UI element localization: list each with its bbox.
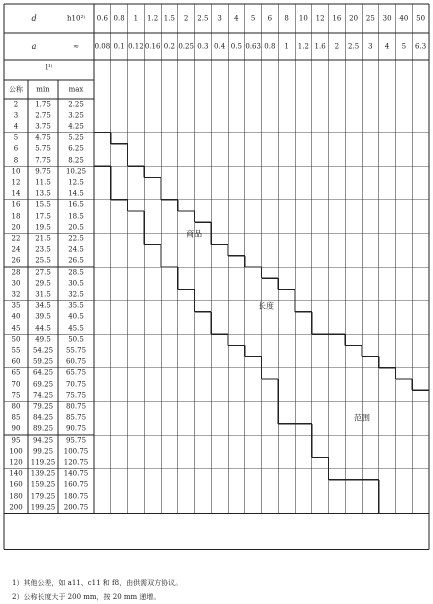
max-length: 4.25 xyxy=(68,122,84,131)
nominal-length: 5 xyxy=(13,133,19,142)
diameter-value: 1.5 xyxy=(163,14,175,22)
a-value: 5 xyxy=(401,42,407,50)
min-length: 64.25 xyxy=(32,368,54,377)
min-length: 54.25 xyxy=(32,346,54,355)
max-length: 85.75 xyxy=(65,413,87,422)
a-value: 0.25 xyxy=(178,42,194,50)
max-length: 95.75 xyxy=(65,436,87,445)
a-value: 0.08 xyxy=(94,42,111,50)
min-length: 29.5 xyxy=(35,279,51,288)
min-length: 15.5 xyxy=(35,200,51,209)
max-length: 45.5 xyxy=(68,324,84,333)
nominal-length: 12 xyxy=(11,178,21,187)
diameter-value: 6 xyxy=(267,14,273,22)
max-length: 22.5 xyxy=(68,234,84,243)
diameter-value: 3 xyxy=(217,14,222,22)
min-length: 49.5 xyxy=(35,335,51,344)
min-length: 19.5 xyxy=(35,223,51,232)
a-value: 0.2 xyxy=(163,42,175,50)
max-length: 5.25 xyxy=(68,133,84,142)
nominal-length: 28 xyxy=(11,268,21,277)
min-length: 179.25 xyxy=(30,492,56,501)
a-value: 2 xyxy=(334,42,340,50)
nominal-length: 60 xyxy=(11,357,21,366)
max-length: 80.75 xyxy=(65,402,87,411)
min-length: 59.25 xyxy=(32,357,54,366)
nominal-length: 26 xyxy=(11,256,21,265)
min-length: 23.5 xyxy=(35,245,51,254)
max-length: 12.5 xyxy=(68,178,84,187)
footnote-2: 2）公称长度大于 200 mm，按 20 mm 递增。 xyxy=(12,593,161,601)
a-value: 0.12 xyxy=(128,42,144,50)
min-length: 139.25 xyxy=(30,469,56,478)
nominal-length: 30 xyxy=(11,279,21,288)
min-length: 31.5 xyxy=(35,290,51,299)
max-length: 50.5 xyxy=(68,335,84,344)
min-length: 11.5 xyxy=(35,178,51,187)
min-length: 39.5 xyxy=(35,312,51,321)
min-length: 99.25 xyxy=(32,447,54,456)
d-tolerance-label: h10²⁾ xyxy=(67,14,85,22)
min-length: 74.25 xyxy=(32,391,54,400)
max-length: 200.75 xyxy=(63,503,89,512)
max-length: 60.75 xyxy=(65,357,87,366)
nominal-length: 80 xyxy=(11,402,21,411)
range-label-first: 商品 xyxy=(186,229,202,239)
min-length: 79.25 xyxy=(32,402,54,411)
a-approx-symbol: ≈ xyxy=(73,42,79,50)
nominal-length: 35 xyxy=(11,301,21,310)
diameter-value: 16 xyxy=(332,14,342,22)
max-length: 55.75 xyxy=(65,346,87,355)
min-length: 119.25 xyxy=(30,458,56,467)
diameter-value: 8 xyxy=(284,14,289,22)
max-length: 30.5 xyxy=(68,279,84,288)
a-value: 0.8 xyxy=(264,42,276,50)
diameter-value: 2 xyxy=(183,14,189,22)
min-length: 21.5 xyxy=(35,234,51,243)
min-length: 94.25 xyxy=(32,436,54,445)
min-length: 17.5 xyxy=(35,212,51,221)
max-length: 24.5 xyxy=(68,245,84,254)
nominal-length: 120 xyxy=(9,458,23,467)
range-label-second: 长度 xyxy=(258,301,274,311)
diameter-value: 50 xyxy=(416,14,426,22)
a-value: 2.5 xyxy=(348,42,360,50)
nominal-length: 140 xyxy=(9,469,23,478)
diameter-value: 40 xyxy=(399,14,409,22)
a-value: 1 xyxy=(284,42,289,50)
min-length: 2.75 xyxy=(35,111,51,120)
nominal-length: 100 xyxy=(9,447,23,456)
nominal-length: 75 xyxy=(11,391,21,400)
a-value: 0.16 xyxy=(144,42,161,50)
min-length: 199.25 xyxy=(30,503,56,512)
diameter-value: 4 xyxy=(234,14,239,22)
col-nominal-header: 公称 xyxy=(9,85,23,93)
nominal-length: 14 xyxy=(11,189,21,198)
min-length: 69.25 xyxy=(32,380,54,389)
diameter-value: 25 xyxy=(365,14,375,22)
min-length: 44.5 xyxy=(35,324,51,333)
max-length: 65.75 xyxy=(65,368,87,377)
min-length: 27.5 xyxy=(35,268,51,277)
max-length: 14.5 xyxy=(68,189,84,198)
max-length: 26.5 xyxy=(68,256,84,265)
diameter-value: 30 xyxy=(382,14,392,22)
nominal-length: 50 xyxy=(11,335,21,344)
nominal-length: 32 xyxy=(11,290,21,299)
nominal-length: 22 xyxy=(11,234,21,243)
a-value: 4 xyxy=(384,42,390,50)
max-length: 28.5 xyxy=(68,268,84,277)
diameter-value: 12 xyxy=(315,14,325,22)
max-length: 75.75 xyxy=(65,391,87,400)
max-length: 32.5 xyxy=(68,290,84,299)
nominal-length: 160 xyxy=(9,480,23,489)
min-length: 159.25 xyxy=(30,480,56,489)
a-value: 6.3 xyxy=(415,42,427,50)
max-length: 3.25 xyxy=(68,111,84,120)
max-length: 8.25 xyxy=(68,156,84,165)
nominal-length: 65 xyxy=(11,368,21,377)
nominal-length: 16 xyxy=(11,200,21,209)
a-value: 0.1 xyxy=(113,42,125,50)
diameter-value: 5 xyxy=(250,14,256,22)
min-length: 5.75 xyxy=(35,144,51,153)
max-length: 70.75 xyxy=(65,380,87,389)
diameter-value: 0.8 xyxy=(113,14,125,22)
max-length: 10.25 xyxy=(65,167,87,176)
nominal-length: 4 xyxy=(13,122,19,131)
col-max-header: max xyxy=(68,85,84,93)
min-length: 84.25 xyxy=(32,413,54,422)
nominal-length: 40 xyxy=(11,312,21,321)
nominal-length: 90 xyxy=(11,424,21,433)
nominal-length: 85 xyxy=(11,413,21,422)
diameter-value: 1.2 xyxy=(147,14,159,22)
diameter-value: 2.5 xyxy=(197,14,209,22)
min-length: 34.5 xyxy=(35,301,51,310)
diameter-value: 20 xyxy=(349,14,359,22)
nominal-length: 95 xyxy=(11,436,21,445)
nominal-length: 20 xyxy=(11,223,21,232)
nominal-length: 45 xyxy=(11,324,21,333)
nominal-length: 8 xyxy=(13,156,19,165)
max-length: 20.5 xyxy=(68,223,84,232)
nominal-length: 200 xyxy=(9,503,23,512)
max-length: 140.75 xyxy=(63,469,89,478)
max-length: 120.75 xyxy=(63,458,89,467)
min-length: 9.75 xyxy=(35,167,51,176)
diameter-value: 1 xyxy=(133,14,139,22)
min-length: 7.75 xyxy=(35,156,51,165)
max-length: 16.5 xyxy=(68,200,84,209)
nominal-length: 24 xyxy=(11,245,21,254)
min-length: 25.5 xyxy=(35,256,51,265)
nominal-length: 180 xyxy=(9,492,23,501)
min-length: 3.75 xyxy=(35,122,51,131)
max-length: 2.25 xyxy=(68,100,84,109)
max-length: 35.5 xyxy=(68,301,84,310)
max-length: 6.25 xyxy=(68,144,84,153)
nominal-length: 18 xyxy=(11,212,21,221)
a-label: a xyxy=(31,41,37,51)
min-length: 13.5 xyxy=(35,189,51,198)
max-length: 90.75 xyxy=(65,424,87,433)
nominal-length: 10 xyxy=(11,167,21,176)
col-min-header: min xyxy=(36,85,50,93)
diameter-value: 0.6 xyxy=(96,14,108,22)
range-label-third: 范围 xyxy=(354,413,370,423)
min-length: 4.75 xyxy=(35,133,51,142)
a-value: 0.4 xyxy=(214,42,226,50)
a-value: 1.6 xyxy=(314,42,326,50)
max-length: 40.5 xyxy=(68,312,84,321)
a-value: 3 xyxy=(368,42,373,50)
nominal-length: 70 xyxy=(11,380,21,389)
a-value: 0.63 xyxy=(245,42,261,50)
min-length: 89.25 xyxy=(32,424,54,433)
max-length: 100.75 xyxy=(63,447,89,456)
nominal-length: 3 xyxy=(13,111,19,120)
l-label: l¹⁾ xyxy=(45,63,53,72)
nominal-length: 2 xyxy=(13,100,19,109)
diameter-value: 10 xyxy=(298,14,308,22)
footnote-1: 1）其他公差，如 a11、c11 和 f8，由供需双方协议。 xyxy=(12,579,183,587)
a-value: 0.3 xyxy=(197,42,209,50)
a-value: 1.2 xyxy=(297,42,309,50)
max-length: 180.75 xyxy=(63,492,89,501)
d-label: d xyxy=(31,13,37,23)
a-value: 0.5 xyxy=(230,42,242,50)
nominal-length: 6 xyxy=(13,144,19,153)
max-length: 160.75 xyxy=(63,480,89,489)
max-length: 18.5 xyxy=(68,212,84,221)
nominal-length: 55 xyxy=(11,346,21,355)
min-length: 1.75 xyxy=(35,100,51,109)
